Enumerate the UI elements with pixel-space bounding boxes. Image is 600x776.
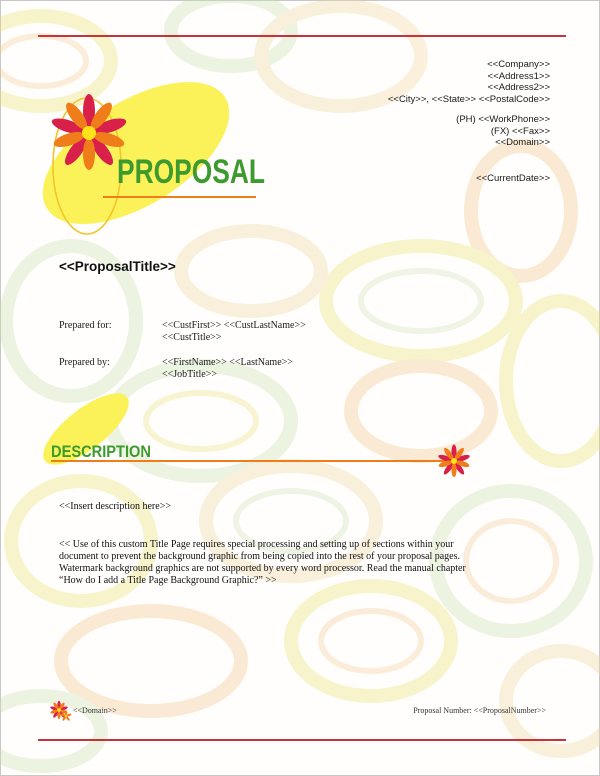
domain-line: <<Domain>> — [495, 137, 550, 148]
note-line: “How do I add a Title Page Background Graphic?” >> — [59, 575, 277, 586]
customer-name: <<CustFirst>> <<CustLastName>> — [162, 320, 306, 331]
proposal-title: <<ProposalTitle>> — [59, 259, 176, 274]
phone-line: (PH) <<WorkPhone>> — [456, 114, 550, 125]
company-address-block — [388, 59, 550, 105]
note-line: document to prevent the background graphic from being copied into the rest of your proposal pages. — [59, 551, 460, 562]
prepared-for-value — [162, 320, 306, 344]
custom-title-page-note — [59, 539, 529, 587]
prepared-by-label: Prepared by: — [59, 357, 110, 368]
insert-description-text: <<Insert description here>> — [59, 501, 171, 512]
prepared-for-label: Prepared for: — [59, 320, 112, 331]
top-rule — [38, 35, 566, 37]
logo-text: PROPOSAL — [117, 153, 265, 191]
fax-line: (FX) <<Fax>> — [490, 125, 550, 137]
author-name: <<FirstName>> <<LastName>> — [162, 357, 293, 368]
contact-block — [456, 114, 550, 149]
footer-proposal-number: Proposal Number: <<ProposalNumber>> — [413, 706, 546, 715]
prepared-by-value — [162, 357, 293, 381]
customer-title: <<CustTitle>> — [162, 332, 222, 343]
description-heading-text: DESCRIPTION — [51, 442, 151, 461]
address2-line: <<Address2>> — [487, 82, 550, 93]
city-state-postal-line: <<City>>, <<State>> <<PostalCode>> — [387, 93, 550, 105]
note-line: Watermark background graphics are not supported by every word processor. Read the manual chapter — [59, 563, 466, 574]
current-date: <<CurrentDate>> — [476, 173, 550, 184]
description-heading — [41, 397, 481, 482]
address1-line: <<Address1>> — [487, 70, 550, 82]
company-line: <<Company>> — [487, 59, 550, 70]
note-line: << Use of this custom Title Page requires special processing and setting up of sections within your — [59, 539, 454, 550]
proposal-logo — [41, 71, 281, 236]
bottom-rule — [38, 739, 566, 741]
footer-domain: <<Domain>> — [73, 706, 117, 715]
author-job-title: <<JobTitle>> — [162, 369, 217, 380]
footer-flower-icon — [49, 701, 73, 723]
